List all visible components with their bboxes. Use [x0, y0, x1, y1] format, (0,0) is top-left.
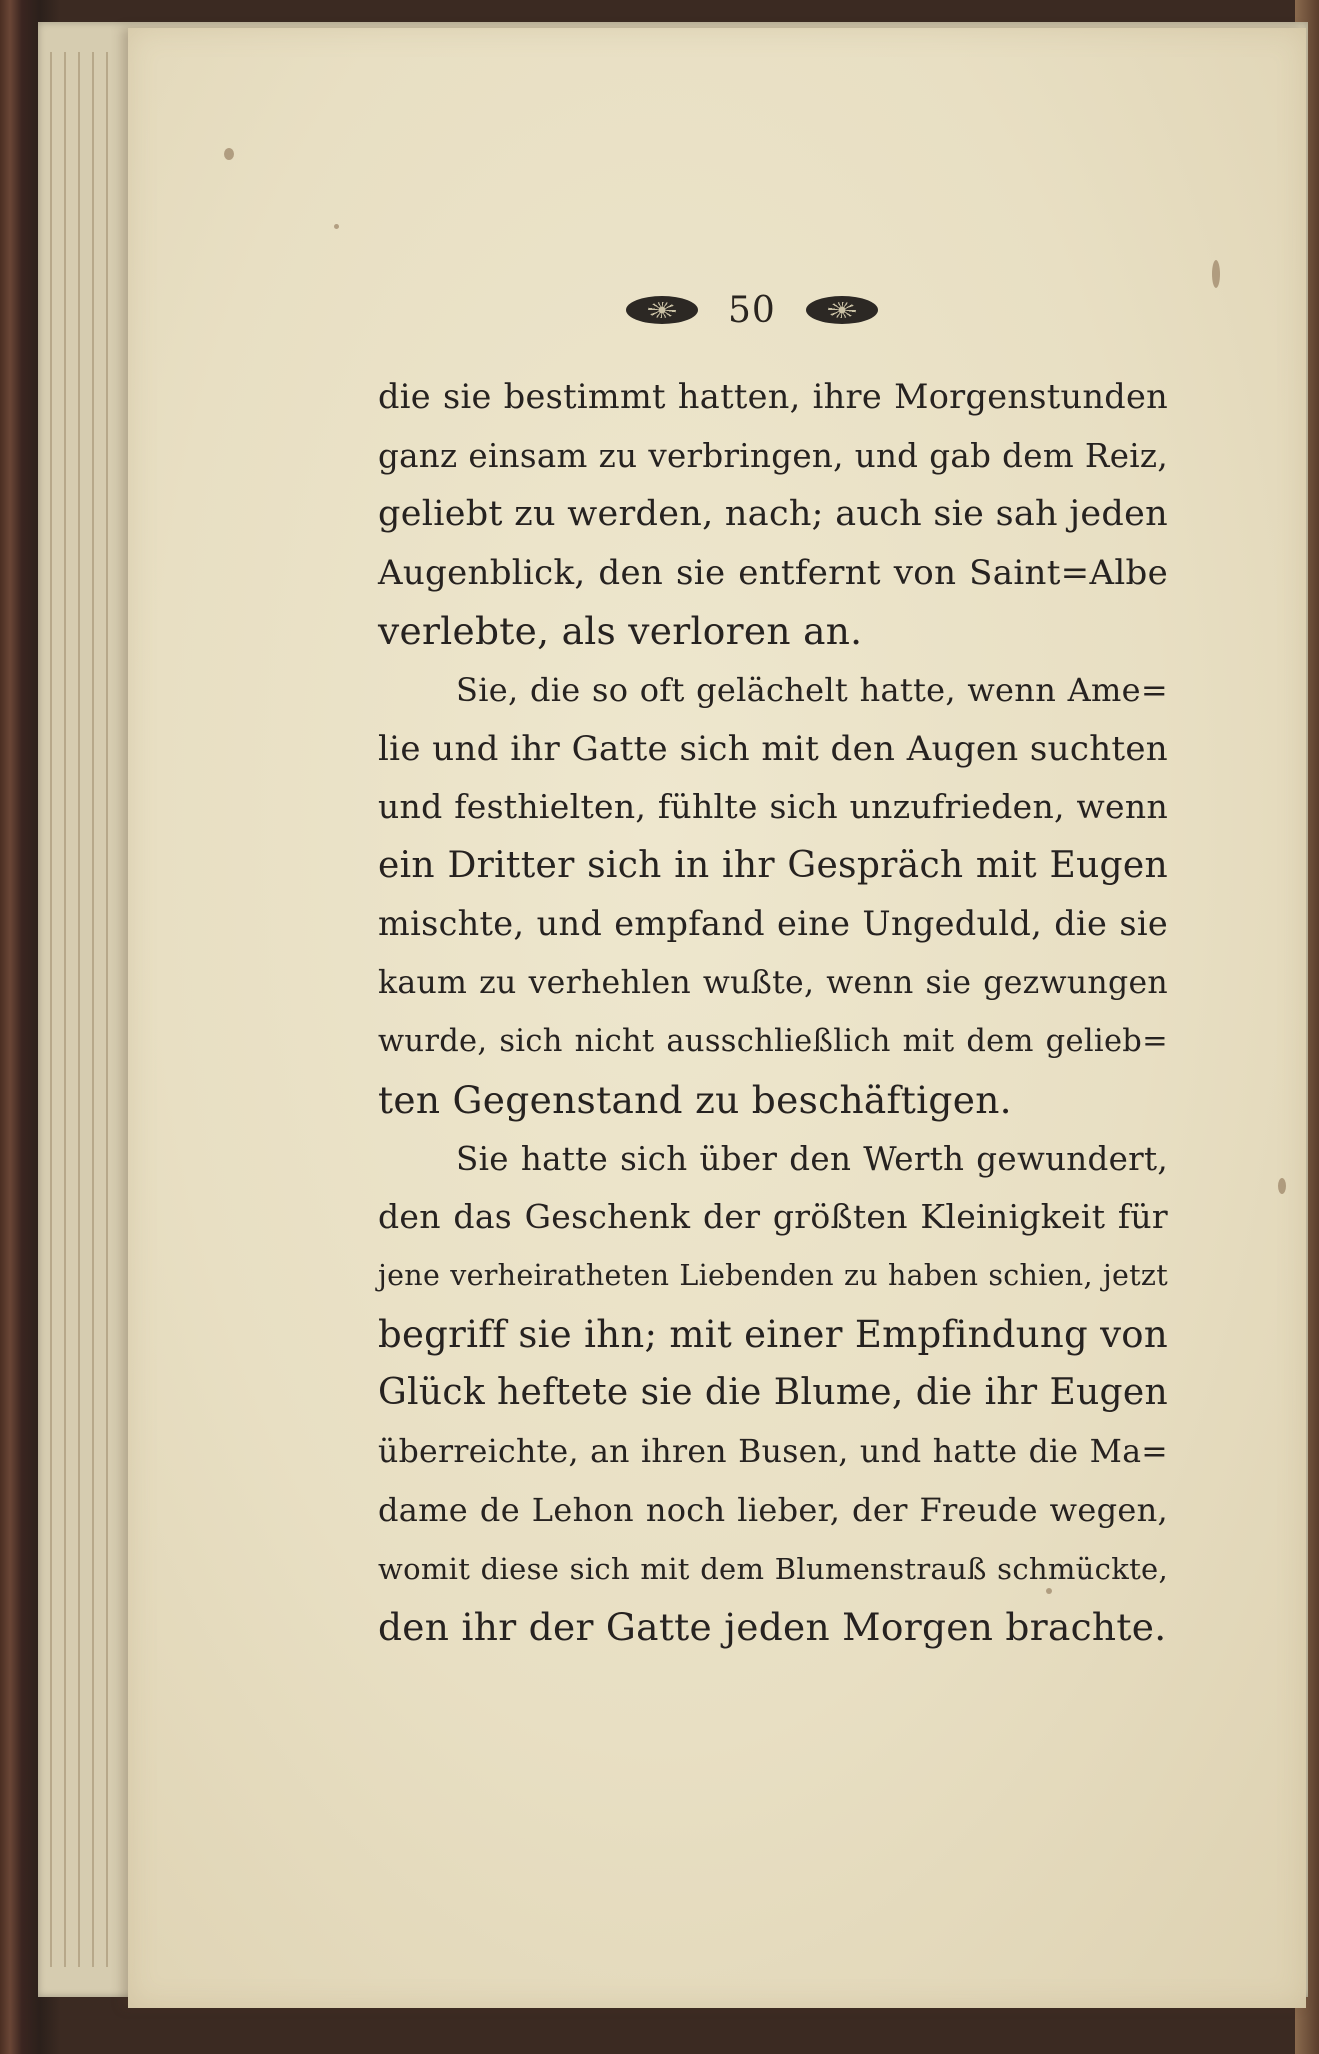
page-number: 50	[728, 289, 776, 331]
text-line: kaum zu verhehlen wußte, wenn sie gezwungen	[378, 964, 1168, 1001]
text-line: Glück heftete sie die Blume, die ihr Eugen	[378, 1372, 1168, 1414]
foxing-spot	[1278, 1178, 1286, 1194]
foxing-spot	[1212, 260, 1220, 288]
page-edge-line	[50, 52, 52, 1967]
right-ornament-icon	[806, 296, 878, 324]
page-edge-line	[106, 52, 108, 1967]
text-line: ten Gegenstand zu beschäftigen.	[378, 1078, 1012, 1123]
left-ornament-icon	[626, 296, 698, 324]
page-edge-line	[78, 52, 80, 1967]
text-line: überreichte, an ihren Busen, und hatte die Ma=	[378, 1433, 1168, 1470]
text-line: geliebt zu werden, nach; auch sie sah jeden	[378, 494, 1168, 535]
text-line: den ihr der Gatte jeden Morgen brachte.	[378, 1605, 1167, 1650]
page-edge-line	[64, 52, 66, 1967]
page-header	[626, 286, 878, 334]
text-line: ein Dritter sich in ihr Gespräch mit Eugen	[378, 844, 1168, 886]
text-line: lie und ihr Gatte sich mit den Augen suchten	[378, 728, 1168, 769]
text-line: Sie hatte sich über den Werth gewundert,	[456, 1139, 1168, 1178]
text-line: Augenblick, den sie entfernt von Saint=Albe	[378, 552, 1168, 593]
text-line: verlebte, als verloren an.	[378, 609, 863, 654]
page-edge-line	[92, 52, 94, 1967]
text-line: dame de Lehon noch lieber, der Freude wegen,	[378, 1491, 1168, 1530]
text-line: ganz einsam zu verbringen, und gab dem Reiz,	[378, 436, 1168, 475]
text-line: jene verheiratheten Liebenden zu haben schien, jetzt	[378, 1258, 1168, 1292]
foxing-spot	[334, 224, 339, 229]
body-text	[378, 368, 1168, 1657]
text-line: wurde, sich nicht ausschließlich mit dem gelieb=	[378, 1023, 1168, 1059]
text-line: womit diese sich mit dem Blumenstrauß schmückte,	[378, 1551, 1168, 1586]
text-line: Sie, die so oft gelächelt hatte, wenn Ame=	[456, 670, 1168, 709]
text-line: den das Geschenk der größten Kleinigkeit für	[378, 1197, 1168, 1237]
foxing-spot	[224, 148, 234, 160]
text-line: begriff sie ihn; mit einer Empfindung von	[378, 1312, 1168, 1356]
text-line: und festhielten, fühlte sich unzufrieden, wenn	[378, 787, 1168, 827]
text-line: die sie bestimmt hatten, ihre Morgenstunden	[378, 377, 1168, 416]
text-line: mischte, und empfand eine Ungeduld, die sie	[378, 904, 1168, 944]
